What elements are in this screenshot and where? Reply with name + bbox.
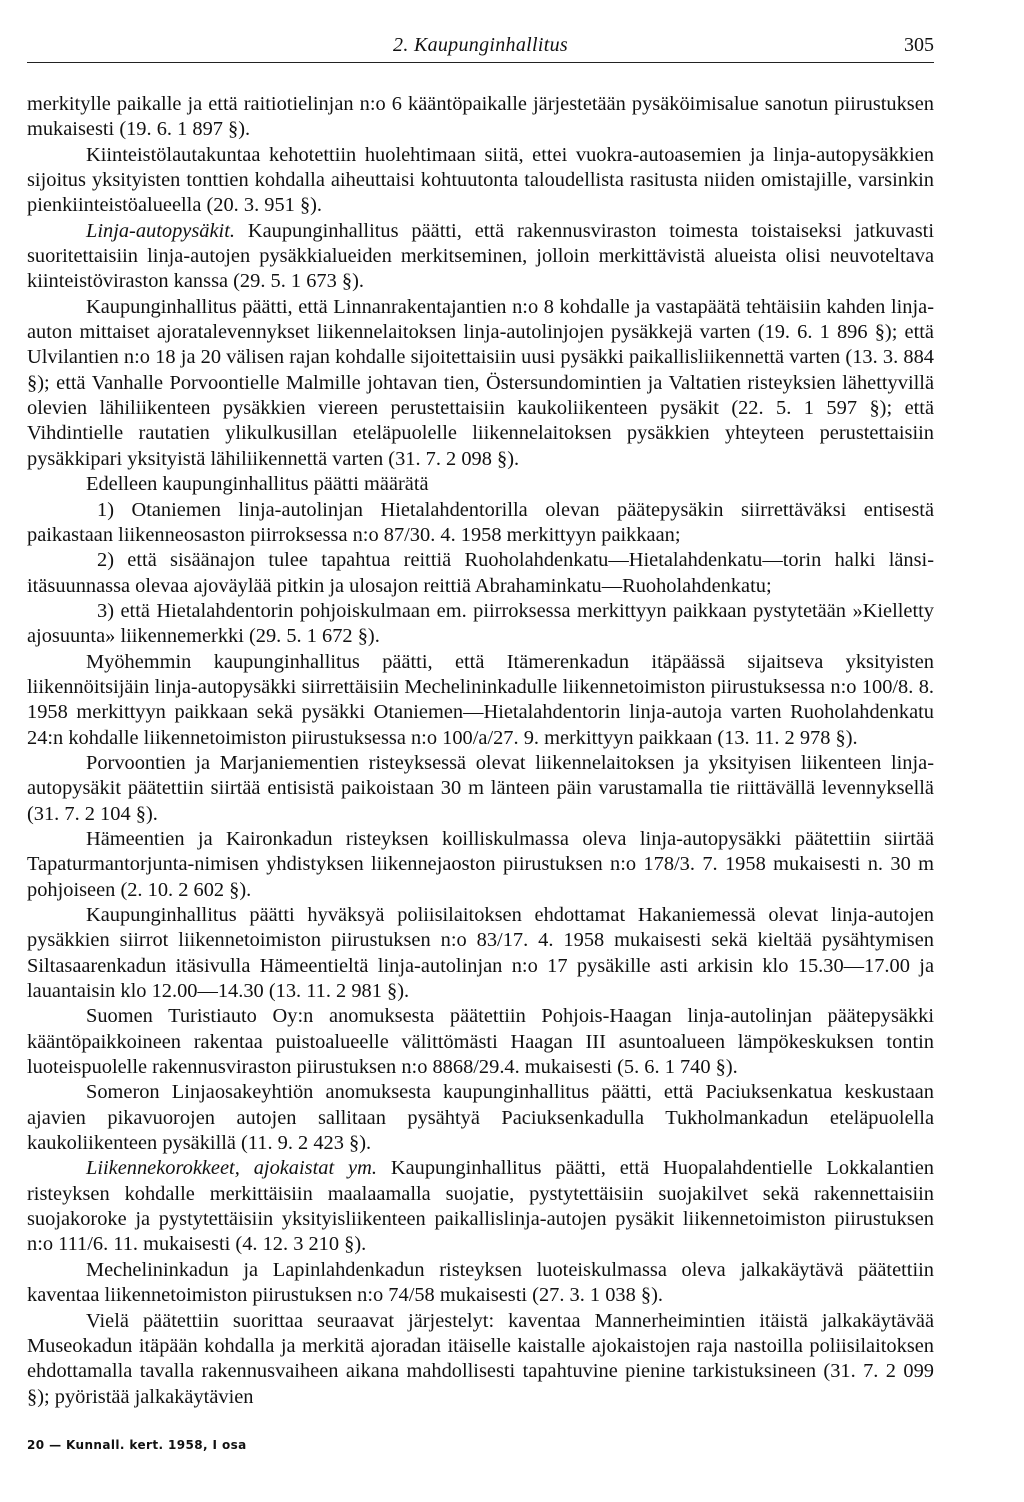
paragraph: merkitylle paikalle ja että raitiotielinjan n:o 6 kääntöpaikalle järjestetään pysäköimisalue sanotun piirustuksen mukaisesti (19. 6. 1 897 §). <box>27 93 934 141</box>
page-number: 305 <box>904 34 934 56</box>
paragraph: Kaupunginhallitus päätti, että Linnanrakentajantien n:o 8 kohdalle ja vastapäätä tehtäisiin kahden linja-auton mittaiset ajoratalevennykset liikennelaitoksen linja-autolinjojen pysäkkejä varten (19. 6. 1 896 §); että Ulvilantien n:o 18 ja 20 välisen rajan kohdalle sijoitettaisiin uusi pysäkki paikallisliikennettä varten (13. 3. 884 §); että Vanhalle Porvoontielle Malmille johtavan tien, Östersundomintien ja Valtatien risteyksien lähettyvillä olevien lähiliikenteen pysäkkien viereen perustettaisiin kaukoliikenteen pysäkit (22. 5. 1 597 §); että Vihdintielle rautatien ylikulkusillan eteläpuolelle liikennelaitoksen pysäkkien yhteyteen perustettaisiin pysäkkipari yksityistä lähiliikennettä varten (31. 7. 2 098 §). <box>27 295 934 470</box>
paragraph: Vielä päätettiin suorittaa seuraavat järjestelyt: kaventaa Mannerheimintien itäistä jalkakäytävää Museokadun itäpään kohdalla ja merkitä ajoradan itäiselle kaistalle ajokaistojen raja nastoilla poliisilaitoksen ehdottamalla tavalla rakennusvaiheen aikana mahdollisesti tapahtuvine pienine tarkistuksineen (31. 7. 2 099 §); pyöristää jalkakäytävien <box>27 1309 934 1408</box>
paragraph <box>27 1156 934 1257</box>
paragraph: Porvoontien ja Marjaniementien risteyksessä olevat liikennelaitoksen ja yksityisen liikenteen linja-autopysäkit päätettiin siirtää entisistä paikoistaan 30 m länteen päin varustamalla tie riittävällä levennyksellä (31. 7. 2 104 §). <box>27 751 934 825</box>
section-heading: Linja-autopysäkit. <box>86 219 235 242</box>
paragraph-text: Kaupunginhallitus päätti, että Huopalahdentielle Lokkalantien risteyksen kohdalle merkittäisiin maalaamalla suojatie, pystytettäisiin suojakilvet sekä rakennettaisiin suojakoroke ja pystytettäisiin yksityisliikenteen paikallislinja-autojen pysäkit liikennetoimiston piirustuksen n:o 111/6. 11. mukaisesti (4. 12. 3 210 §). <box>27 1157 934 1256</box>
list-item: 2) että sisäänajon tulee tapahtua reittiä Ruoholahdenkatu—Hietalahdenkatu—torin halki länsi-itäsuunnassa olevaa ajoväylää pitkin ja ulosajon reittiä Abrahaminkatu—Ruoholahdenkatu; <box>27 549 934 597</box>
paragraph: Kiinteistölautakuntaa kehotettiin huolehtimaan siitä, ettei vuokra-autoasemien ja linja-autopysäkkien sijoitus yksityisten tonttien kohdalla aiheuttaisi kohtuutonta taloudellista rasitusta niiden omistajille, varsinkin pienkiinteistöalueella (20. 3. 951 §). <box>27 143 934 217</box>
section-heading: Liikennekorokkeet, ajokaistat ym. <box>86 1157 377 1180</box>
paragraph: Edelleen kaupunginhallitus päätti määrätä <box>86 473 429 496</box>
paragraph: Hämeentien ja Kaironkadun risteyksen koilliskulmassa oleva linja-autopysäkki päätettiin siirtää Tapaturmantorjunta-nimisen yhdistyksen liikennejaoston piirustuksen n:o 178/3. 7. 1958 mukaisesti n. 30 m pohjoiseen (2. 10. 2 602 §). <box>27 827 934 901</box>
body-text <box>27 92 934 1410</box>
footer-note: 20 — Kunnall. kert. 1958, I osa <box>27 1438 247 1452</box>
paragraph: Myöhemmin kaupunginhallitus päätti, että Itämerenkadun itäpäässä sijaitseva yksityisten liikennöitsijäin linja-autopysäkki siirrettäisiin Mechelininkadulle liikennetoimiston piirustuksessa n:o 100/8. 8. 1958 merkittyyn paikkaan sekä pysäkki Otaniemen—Hietalahdentorin linja-autoja varten Ruoholahdenkatu 24:n kohdalle liikennetoimiston piirustuksessa n:o 100/a/27. 9. merkittyyn paikkaan (13. 11. 2 978 §). <box>27 650 934 749</box>
paragraph-text: Kaupunginhallitus päätti, että rakennusviraston toimesta toistaiseksi jatkuvasti suoritettaisiin linja-autojen pysäkkialueiden merkitseminen, jolloin merkittävistä alueista olisi neuvoteltava kiinteistöviraston kanssa (29. 5. 1 673 §). <box>27 219 934 293</box>
running-title: 2. Kaupunginhallitus <box>393 34 568 56</box>
running-header <box>27 34 934 63</box>
paragraph: Someron Linjaosakeyhtiön anomuksesta kaupunginhallitus päätti, että Paciuksenkatua keskustaan ajavien pikavuorojen autojen sallitaan pysähtyä Paciuksenkadulla Tukholmankadun eteläpuolella kaukoliikenteen pysäkillä (11. 9. 2 423 §). <box>27 1081 934 1155</box>
paragraph <box>27 219 934 295</box>
paragraph: Suomen Turistiauto Oy:n anomuksesta päätettiin Pohjois-Haagan linja-autolinjan päätepysäkki kääntöpaikkoineen rakentaa puistoalueelle välittömästi Haagan III asuntoalueen lämpökeskuksen tontin luoteispuolelle rakennusviraston piirustuksen n:o 8868/29.4. mukaisesti (5. 6. 1 740 §). <box>27 1005 934 1079</box>
list-item: 1) Otaniemen linja-autolinjan Hietalahdentorilla olevan päätepysäkin siirrettäväksi entisestä paikastaan liikenneosaston piirroksessa n:o 87/30. 4. 1958 merkittyyn paikkaan; <box>27 498 934 546</box>
paragraph: Kaupunginhallitus päätti hyväksyä poliisilaitoksen ehdottamat Hakaniemessä olevat linja-autojen pysäkkien siirrot liikennetoimiston piirustuksen n:o 83/17. 4. 1958 mukaisesti sekä kieltää pysähtymisen Siltasaarenkadun itäsivulla Hämeentieltä linja-autolinjan n:o 17 pysäkille asti arkisin klo 15.30—17.00 ja lauantaisin klo 12.00—14.30 (13. 11. 2 981 §). <box>27 904 934 1003</box>
paragraph: Mechelininkadun ja Lapinlahdenkadun risteyksen luoteiskulmassa oleva jalkakäytävä päätettiin kaventaa liikennetoimiston piirustuksen n:o 74/58 mukaisesti (27. 3. 1 038 §). <box>27 1258 934 1307</box>
list-item: 3) että Hietalahdentorin pohjoiskulmaan em. piirroksessa merkittyyn paikkaan pystytetään »Kielletty ajosuunta» liikennemerkki (29. 5. 1 672 §). <box>27 599 934 648</box>
